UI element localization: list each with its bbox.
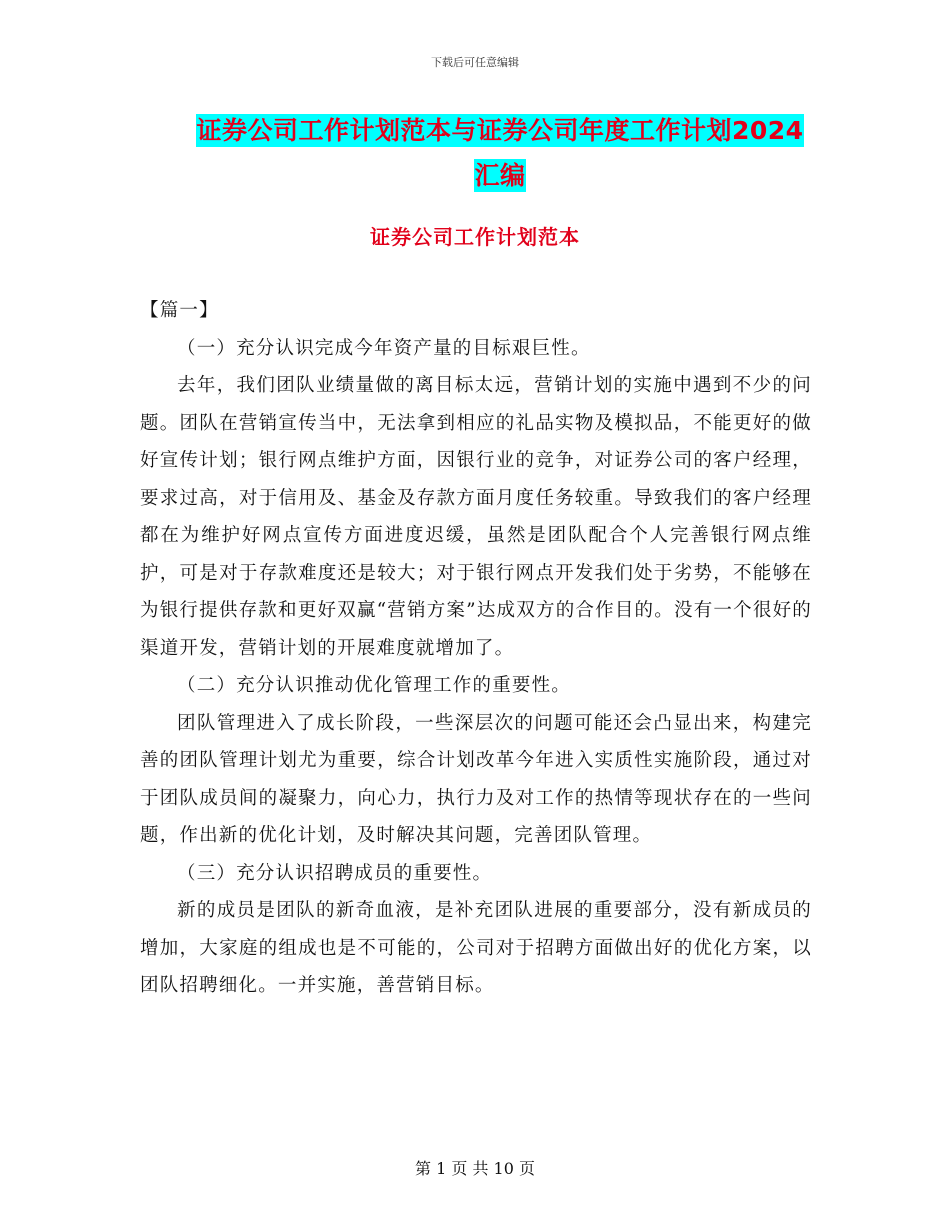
subheading-3: （三）充分认识招聘成员的重要性。	[177, 862, 493, 884]
section-title: 证券公司工作计划范本	[370, 225, 580, 249]
paragraph-2: 团队管理进入了成长阶段，一些深层次的问题可能还会凸显出来，构建完善的团队管理计划尤为重要，综合计划改革今年进入实质性实施阶段，通过对于团队成员间的凝聚力，向心力，执行力及对工作的热情等现状存在的一些问题，作出新的优化计划，及时解决其问题，完善团队管理。	[140, 712, 812, 846]
page-number-footer: 第 1 页 共 10 页	[415, 1159, 535, 1178]
page-header-note: 下载后可任意编辑	[431, 56, 519, 69]
paragraph-3: 新的成员是团队的新奇血液，是补充团队进展的重要部分，没有新成员的增加，大家庭的组成也是不可能的，公司对于招聘方面做出好的优化方案，以团队招聘细化。一并实施，善营销目标。	[140, 900, 812, 996]
document-title-text: 证券公司工作计划范本与证券公司年度工作计划2024汇编	[196, 116, 804, 190]
document-body	[140, 292, 812, 1005]
subheading-2: （二）充分认识推动优化管理工作的重要性。	[177, 675, 572, 696]
subheading-1: （一）充分认识完成今年资产量的目标艰巨性。	[177, 337, 591, 359]
part-label: 【篇一】	[140, 300, 219, 321]
document-title	[190, 108, 810, 198]
paragraph-1: 去年，我们团队业绩量做的离目标太远，营销计划的实施中遇到不少的问题。团队在营销宣传当中，无法拿到相应的礼品实物及模拟品，不能更好的做好宣传计划；银行网点维护方面，因银行业的竞争，对证券公司的客户经理，要求过高，对于信用及、基金及存款方面月度任务较重。导致我们的客户经理都在为维护好网点宣传方面进度迟缓，虽然是团队配合个人完善银行网点维护，可是对于存款难度还是较大；对于银行网点开发我们处于劣势，不能够在为银行提供存款和更好双赢“营销方案”达成双方的合作目的。没有一个很好的渠道开发，营销计划的开展难度就增加了。	[140, 375, 812, 659]
